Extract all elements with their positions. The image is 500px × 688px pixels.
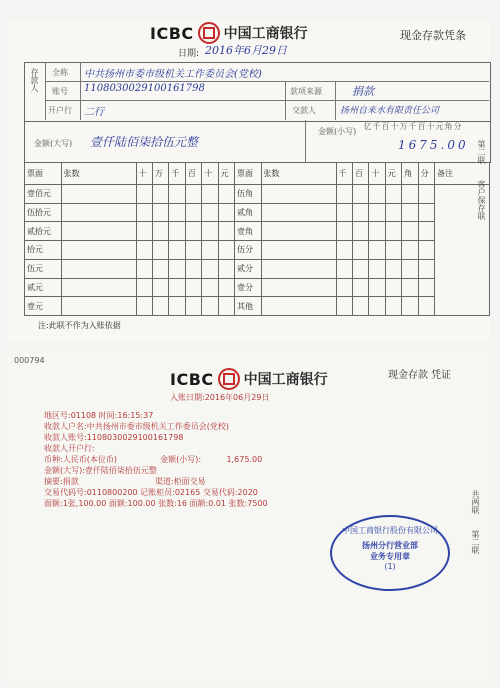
digit-header: 千 — [408, 122, 417, 131]
th: 票面 — [25, 163, 62, 185]
doc-title: 现金存款凭条 — [400, 29, 466, 42]
account-label: 账号 — [52, 87, 68, 96]
th: 分 — [418, 163, 434, 185]
digit-header: 十 — [390, 122, 399, 131]
bank-value: 二行 — [84, 107, 104, 118]
date-label: 日期: — [178, 49, 200, 59]
receipt-line: 面额:1张,100.00 面额:100.00 张数:16 面额:0.01 张数:7500 — [44, 499, 268, 508]
digit-header: 百 — [381, 122, 390, 131]
bank-logo-top — [150, 22, 308, 44]
side-label: 客户保存联 — [477, 180, 486, 220]
denom-right: 贰分 — [235, 259, 262, 278]
denomination-table — [24, 162, 490, 316]
source-value: 捐款 — [352, 85, 374, 98]
th: 千 — [336, 163, 352, 185]
denom-right: 伍分 — [235, 241, 262, 260]
seal-line: 扬州分行营业部 — [362, 541, 418, 550]
denom-left: 贰元 — [25, 278, 62, 297]
receipt-line: 币种:人民币(本位币) 金额(小写): 1,675.00 — [44, 455, 263, 464]
brand-text: ICBC — [170, 369, 214, 389]
digit-header: 万 — [399, 122, 408, 131]
denom-left: 贰拾元 — [25, 222, 62, 241]
full-name-label: 全称 — [52, 68, 68, 77]
icbc-logo-icon — [218, 368, 240, 390]
denom-left: 壹元 — [25, 297, 62, 316]
bank-name: 中国工商银行 — [243, 372, 328, 388]
th: 角 — [402, 163, 418, 185]
th: 千 — [169, 163, 185, 185]
receipt-line: 收款人户名:中共扬州市委市级机关工作委员会(党校) — [44, 422, 229, 431]
th: 百 — [185, 163, 201, 185]
receipt-subtitle: 入账日期:2016年06月29日 — [170, 393, 270, 402]
receipt-line: 交易代码号:0110800200 记账柜员:02165 交易代码:2020 — [44, 488, 258, 497]
th: 元 — [218, 163, 234, 185]
amount-digit-headers — [363, 121, 462, 132]
date-value: 2016年6月29日 — [205, 44, 287, 57]
digit-header: 角 — [444, 122, 453, 131]
denom-right: 其他 — [235, 297, 262, 316]
bank-logo-bottom — [170, 368, 328, 390]
slip-note: 注:此联不作为入账依据 — [38, 321, 121, 330]
th: 张数 — [261, 163, 336, 185]
amount-small-value: 1675.00 — [398, 138, 469, 152]
full-name-value: 中共扬州市委市级机关工作委员会(党校) — [84, 69, 262, 80]
amount-small-label: 金额(小写) — [318, 127, 357, 136]
seal-line: 业务专用章 — [370, 552, 410, 561]
denom-right: 伍角 — [235, 185, 262, 204]
th: 票面 — [235, 163, 262, 185]
depositor-label: 存款人 — [30, 68, 39, 92]
receipt-lines — [44, 410, 268, 509]
denom-left: 伍元 — [25, 259, 62, 278]
th: 十 — [202, 163, 218, 185]
digit-header: 百 — [417, 122, 426, 131]
denom-right: 壹分 — [235, 278, 262, 297]
denom-right: 壹角 — [235, 222, 262, 241]
receipt-line: 金额(大写):壹仟陆佰柒拾伍元整 — [44, 466, 157, 475]
th: 万 — [153, 163, 169, 185]
side-label: 第二联 — [471, 530, 480, 554]
denom-left: 壹佰元 — [25, 185, 62, 204]
amount-big-label: 金额(大写) — [34, 139, 73, 148]
bank-label: 开户行 — [48, 106, 72, 115]
account-value: 1108030029100161798 — [84, 83, 205, 94]
denom-left: 拾元 — [25, 241, 62, 260]
receipt-line: 收款人开户行: — [44, 444, 95, 453]
digit-header: 千 — [372, 122, 381, 131]
th: 百 — [352, 163, 368, 185]
digit-header: 亿 — [363, 122, 372, 131]
seal-line: (1) — [384, 562, 396, 571]
serial-number: 000794 — [14, 356, 45, 365]
th: 十 — [136, 163, 152, 185]
denom-left: 伍拾元 — [25, 203, 62, 222]
side-label: 第二联 — [477, 140, 486, 164]
icbc-logo-icon — [198, 22, 220, 44]
digit-header: 十 — [426, 122, 435, 131]
th: 备注 — [435, 163, 490, 185]
bank-name: 中国工商银行 — [223, 26, 308, 42]
side-label: 共两联 — [471, 490, 480, 514]
seal-line: 中国工商银行股份有限公司 — [342, 526, 438, 535]
amount-big-value: 壹仟陆佰柒拾伍元整 — [90, 135, 199, 149]
payer-label: 交款人 — [292, 106, 316, 115]
bank-seal-stamp — [330, 515, 450, 591]
receipt-line: 摘要:捐款 渠道:柜面交易 — [44, 477, 206, 486]
brand-text: ICBC — [150, 23, 194, 43]
denom-right: 贰角 — [235, 203, 262, 222]
digit-header: 元 — [435, 122, 444, 131]
payer-value: 扬州自来水有限责任公司 — [340, 106, 440, 116]
th: 元 — [385, 163, 401, 185]
receipt-line: 收款人账号:1108030029100161798 — [44, 433, 184, 442]
source-label: 款项来源 — [290, 87, 322, 96]
th: 十 — [369, 163, 385, 185]
th: 张数 — [61, 163, 136, 185]
receipt-line: 地区号:01108 时间:16:15:37 — [44, 411, 154, 420]
receipt-title: 现金存款 凭证 — [388, 370, 452, 381]
digit-header: 分 — [453, 122, 462, 131]
